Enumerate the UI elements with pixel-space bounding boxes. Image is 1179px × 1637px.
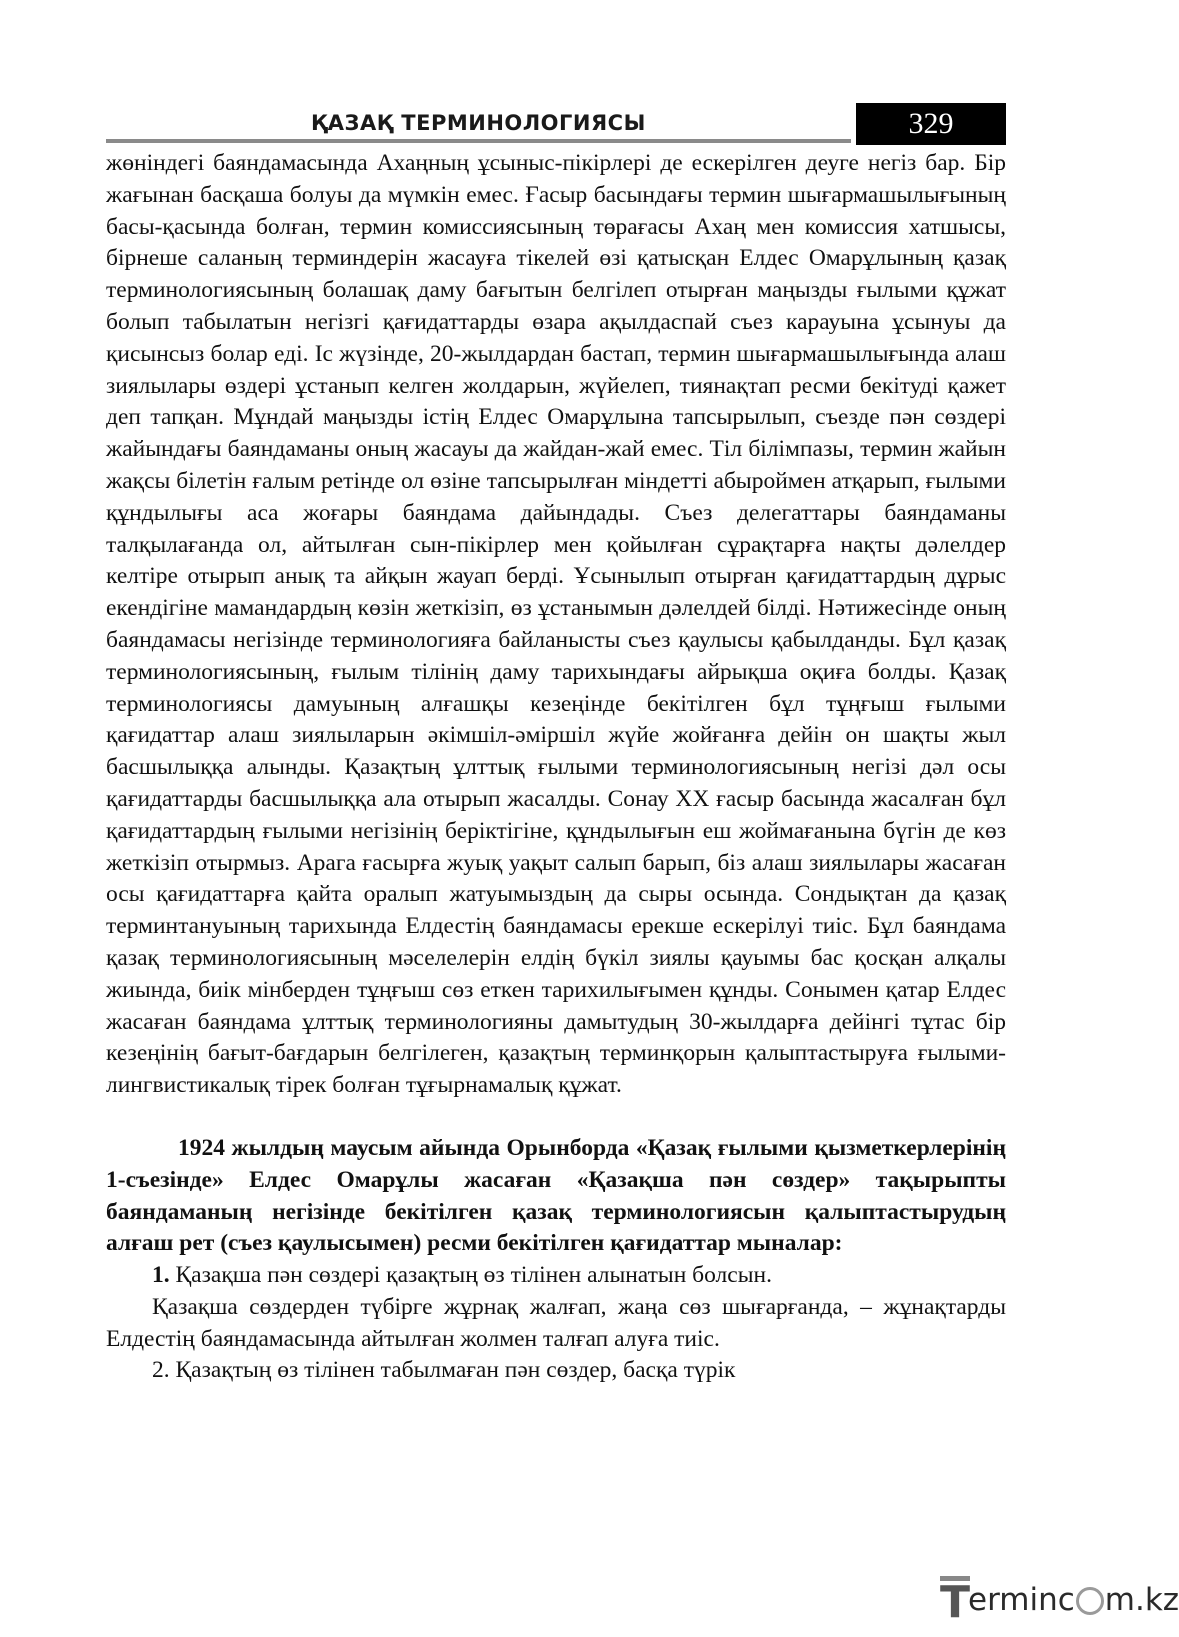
header-rule xyxy=(106,139,851,143)
termincom-watermark xyxy=(940,1576,1179,1628)
running-header xyxy=(106,103,1006,145)
principle-item-1 xyxy=(106,1260,1006,1292)
watermark-text-end: m.kz xyxy=(1104,1582,1179,1618)
principle-item-1-detail: Қазақша сөздерден түбірге жұрнақ жалғап, жаңа сөз шығарғанда, – жұнақтарды Елдестің баяндамасында айтылған жолмен талғап алуға тиіс. xyxy=(106,1293,1006,1352)
body-paragraph: жөніндегі баяндамасында Ахаңның ұсыныс-пікірлері де ескерілген деуге негіз бар. Бір жағынан басқаша болуы да мүмкін емес. Ғасыр басындағы термин шығармашылығының басы-қасында болған, термин комиссиясының төрағасы Ахаң мен комиссия хатшысы, бірнеше саланың терминдерін жасауға тікелей өзі қатысқан Елдес Омарұлының қазақ терминологиясының болашақ даму бағытын белгілеп отырған маңызды ғылыми құжат болып табылатын негізгі қағидаттарды өзара ақылдаспай съез карауына ұсынуы да қисынсыз болар еді. Іс жүзінде, 20-жылдардан бастап, термин шығармашылығында алаш зиялылары өздері ұстанып келген жолдарын, жүйелеп, тиянақтап ресми бекітуді қажет деп тапқан. Мұндай маңызды істің Елдес Омарұлына тапсырылып, съезде пән сөздері жайындағы баяндаманы оның жасауы да жайдан-жай емес. Тіл білімпазы, термин жайын жақсы білетін ғалым ретінде ол өзіне тапсырылған міндетті абыроймен атқарып, ғылыми құндылығы аса жоғары баяндама дайындады. Съез делегаттары баяндаманы талқылағанда ол, айтылған сын-пікірлер мен қойылған сұрақтарға нақты дәлелдер келтіре отырып анық та айқын жауап берді. Ұсынылып отырған қағидаттардың дұрыс екендігіне мамандардың көзін жеткізіп, өз ұстанымын дәлелдей білді. Нәтижесінде оның баяндамасы негізінде терминологияға байланысты съез қаулысы қабылданды. Бұл қазақ терминологиясының, ғылым тілінің даму тарихындағы айрықша оқиға болды. Қазақ терминологиясы дамуының алғашқы кезеңінде бекітілген бұл тұңғыш ғылыми қағидаттар алаш зиялыларын әкімшіл-әміршіл жүйе жойғанға дейін он шақты жыл басшылыққа алынды. Қазақтың ұлттық ғылыми терминологиясының негізі дәл осы қағидаттарды басшылыққа ала отырып жасалды. Сонау ХХ ғасыр басында жасалған бұл қағидаттардың ғылыми негізінің беріктігіне, құндылығын еш жоймағанына бүгін де көз жеткізіп отырмыз. Арага ғасырға жуық уақыт салып барып, біз алаш зиялылары жасаған осы қағидаттарға қайта оралып жатуымыздың да сыры осында. Сондықтан да қазақ терминтануының тарихында Елдестің баяндамасы ерекше ескерілуі тиіс. Бұл баяндама қазақ терминологиясының мәселелерін елдің бүкіл зиялы қауымы бас қосқан алқалы жиында, биік мінберден тұңғыш сөз еткен тарихилығымен құнды. Сонымен қатар Елдес жасаған баяндама ұлттық терминологияны дамытудың 30-жылдарға дейінгі тұтас бір кезеңінің бағыт-бағдарын белгілеген, қазақтың терминқорын қалыптастыруға ғылыми-лингвистикалық тірек болған тұғырнамалық құжат. xyxy=(106,150,1006,1099)
principle-item-2: 2. Қазақтың өз тілінен табылмаған пән сөздер, басқа түрік xyxy=(152,1357,736,1384)
watermark-t-letter: T xyxy=(940,1576,971,1628)
running-title: ҚАЗАҚ ТЕРМИНОЛОГИЯСЫ xyxy=(311,111,646,135)
principles-heading: 1924 жылдың маусым айында Орынборда «Қазақ ғылыми қызметкерлерінің 1-съезінде» Елдес Омарұлы жасаған «Қазақша пән сөздер» тақырыпты баяндаманың негізінде бекітілген қазақ терминологиясын қалыптастырудың алғаш рет (съез қаулысымен) ресми бекітілген қағидаттар мыналар: xyxy=(106,1134,1006,1257)
page-body xyxy=(106,148,1006,1387)
watermark-text-start: erminc xyxy=(968,1582,1075,1618)
principle-item-1-text: Қазақша пән сөздері қазақтың өз тілінен алынатын болсын. xyxy=(169,1262,772,1289)
page-number: 329 xyxy=(856,103,1006,145)
principle-item-1-number: 1. xyxy=(152,1262,170,1289)
watermark-circle-icon xyxy=(1076,1587,1104,1615)
